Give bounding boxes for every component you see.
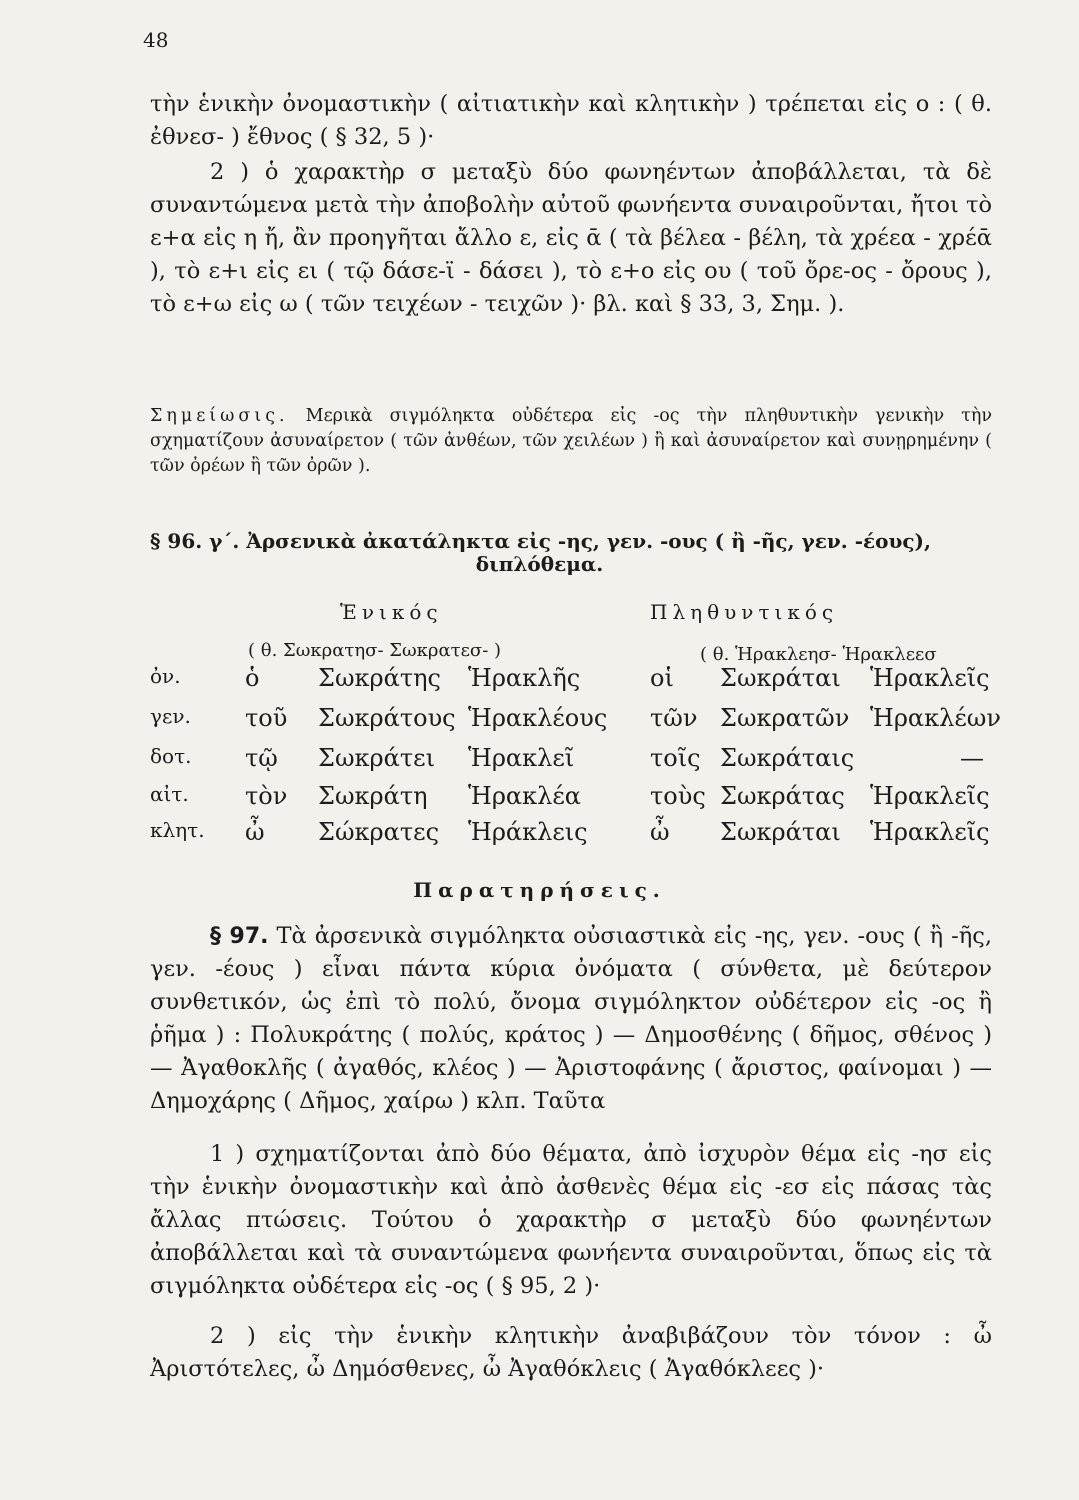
plural-stem: ( θ. Ἡρακλεησ- Ἡρακλεεσ — [700, 644, 937, 665]
article-plural: τοῖς — [650, 744, 701, 772]
heracles-form: Ἡρακλέους — [468, 704, 608, 732]
section-97-paragraph — [150, 920, 992, 1118]
paragraph-rule-2 — [150, 156, 992, 321]
note-block — [150, 404, 992, 479]
socrates-plural-form: Σωκράται — [720, 818, 841, 846]
note-text: Μερικὰ σιγμόληκτα οὐδέτερα εἰς -ος τὴν πληθυντικὴν γενικὴν τὴν σχηματίζουν ἀσυναίρετον ( τῶν ἀνθέων, τῶν χειλέων ) ἢ καὶ ἀσυναίρετον καὶ συνῃρημένην ( τῶν ὀρέων ἢ τῶν ὀρῶν ). — [150, 406, 992, 476]
socrates-plural-form: Σωκράται — [720, 664, 841, 692]
note-label: Σημείωσις. — [150, 406, 289, 426]
article-plural: τοὺς — [650, 782, 706, 810]
paragraph-rule-2-text: 2 ) ὁ χαρακτὴρ σ μεταξὺ δύο φωνηέντων ἀποβάλλεται, τὰ δὲ συναντώμενα μετὰ τὴν ἀποβολὴν αὐτοῦ φωνήεντα συναιροῦνται, ἤτοι τὸ ε+α εἰς η ἤ, ἂν προηγῆται ἄλλο ε, εἰς ᾱ ( τὰ βέλεα - βέλη, τὰ χρέεα - χρέᾱ ), τὸ ε+ι εἰς ει ( τῷ δάσε-ϊ - δάσει ), τὸ ε+ο εἰς ου ( τοῦ ὄρε-ος - ὄρους ), τὸ ε+ω εἰς ω ( τῶν τειχέων - τειχῶν )· βλ. καὶ § 33, 3, Σημ. ). — [150, 159, 992, 317]
article-singular: ὁ — [245, 664, 260, 692]
table-row — [150, 782, 1000, 816]
section-97-point-1-text: 1 ) σχηματίζονται ἀπὸ δύο θέματα, ἀπὸ ἰσχυρὸν θέμα εἰς -ησ εἰς τὴν ἑνικὴν ὀνομαστικὴν καὶ ἀπὸ ἀσθενὲς θέμα εἰς -εσ εἰς πάσας τὰς ἄλλας πτώσεις. Τούτου ὁ χαρακτὴρ σ μεταξὺ δύο φωνηέντων ἀποβάλλεται καὶ τὰ συναντώμενα φωνήεντα συναιροῦνται, ὅπως εἰς τὰ σιγμόληκτα οὐδέτερα εἰς -ος ( § 95, 2 )· — [150, 1141, 992, 1299]
section-97-text: Τὰ ἀρσενικὰ σιγμόληκτα οὐσιαστικὰ εἰς -ης, γεν. -ους ( ἢ -ῆς, γεν. -έους ) εἶναι πάντα κύρια ὀνόματα ( σύνθετα, μὲ δεύτερον συνθετικόν, ὡς ἐπὶ τὸ πολύ, ὄνομα σιγμόληκτον οὐδέτερον εἰς -ος ἢ ῥῆμα ) : Πολυκράτης ( πολύς, κράτος ) — Δημοσθένης ( δῆμος, σθένος ) — Ἀγαθοκλῆς ( ἀγαθός, κλέος ) — Ἀριστοφάνης ( ἄριστος, φαίνομαι ) — Δημοχάρης ( Δῆμος, χαίρω ) κλπ. Ταῦτα — [150, 923, 993, 1114]
section-97-point-1 — [150, 1138, 992, 1303]
case-label: κλητ. — [150, 818, 205, 842]
heracles-form: Ἡράκλεις — [468, 818, 588, 846]
article-singular: τοῦ — [245, 704, 288, 732]
case-label: γεν. — [150, 704, 191, 728]
section-96-heading-cont: διπλόθεμα. — [475, 552, 604, 576]
heracles-form: Ἡρακλέα — [468, 782, 581, 810]
plural-header: Πληθυντικός — [650, 600, 839, 624]
article-singular: ὦ — [245, 818, 265, 846]
paragraph-continuation: τὴν ἑνικὴν ὀνομαστικὴν ( αἰτιατικὴν καὶ κλητικὴν ) τρέπεται εἰς ο : ( θ. ἐθνεσ- ) ἔθνος ( § 32, 5 )· — [150, 91, 992, 150]
table-row — [150, 818, 1000, 852]
singular-header: Ἑνικός — [340, 600, 443, 624]
socrates-form: Σωκράτης — [318, 664, 441, 692]
heracles-form: Ἡρακλῆς — [468, 664, 581, 692]
article-plural: ὦ — [650, 818, 670, 846]
case-label: ὀν. — [150, 664, 181, 688]
case-label: αἰτ. — [150, 782, 189, 806]
table-row — [150, 744, 1000, 778]
section-97-number: § 97. — [210, 924, 269, 949]
section-96-heading: § 96. γ΄. Ἀρσενικὰ ἀκατάληκτα εἰς -ης, γεν. -ους ( ἢ -ῆς, γεν. -έους), — [150, 529, 931, 553]
heracles-plural-form: Ἡρακλεῖς — [870, 818, 990, 846]
heracles-plural-form: Ἡρακλεῖς — [870, 782, 990, 810]
article-plural: οἱ — [650, 664, 674, 692]
section-97-point-2-text: 2 ) εἰς τὴν ἑνικὴν κλητικὴν ἀναβιβάζουν τὸν τόνον : ὦ Ἀριστότελες, ὦ Δημόσθενες, ὦ Ἀγαθόκλεις ( Ἀγαθόκλεες )· — [150, 1323, 992, 1382]
socrates-form: Σωκράτους — [318, 704, 456, 732]
article-singular: τὸν — [245, 782, 288, 810]
singular-stem: ( θ. Σωκρατησ- Σωκρατεσ- ) — [248, 640, 502, 661]
table-row — [150, 664, 1000, 698]
heracles-plural-form: Ἡρακλέων — [870, 704, 1001, 732]
socrates-plural-form: Σωκράταις — [720, 744, 855, 772]
section-97-point-2 — [150, 1320, 992, 1386]
socrates-form: Σωκράτη — [318, 782, 428, 810]
heracles-plural-form: — — [960, 744, 984, 772]
heracles-form: Ἡρακλεῖ — [468, 744, 575, 772]
socrates-form: Σωκράτει — [318, 744, 435, 772]
socrates-plural-form: Σωκράτας — [720, 782, 845, 810]
table-row — [150, 704, 1000, 738]
case-label: δοτ. — [150, 744, 192, 768]
page-number: 48 — [143, 28, 169, 52]
article-singular: τῷ — [245, 744, 278, 772]
article-plural: τῶν — [650, 704, 698, 732]
socrates-plural-form: Σωκρατῶν — [720, 704, 850, 732]
observations-title: Παρατηρήσεις. — [413, 878, 666, 902]
heracles-plural-form: Ἡρακλεῖς — [870, 664, 990, 692]
socrates-form: Σώκρατες — [318, 818, 440, 846]
